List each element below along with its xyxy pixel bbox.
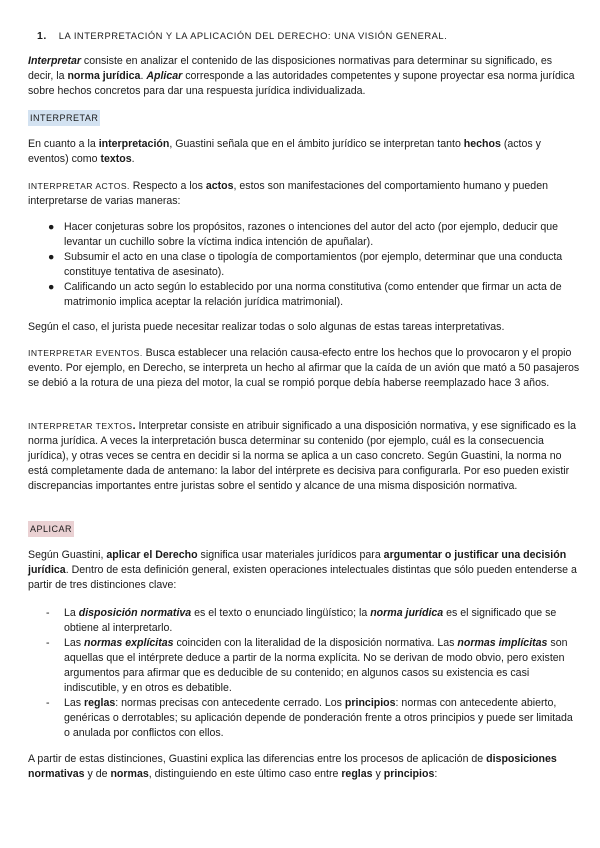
list-item-text: Hacer conjeturas sobre los propósitos, razones o intenciones del autor del acto (por ejemplo, deducir que levantar un cuchillo sobre la víctima indica intención de apuñalar).: [64, 221, 559, 248]
term-principios: principios: [344, 697, 396, 709]
dash-marker: -: [46, 637, 50, 649]
segun-caso-paragraph: Según el caso, el jurista puede necesitar realizar todas o solo algunas de estas tareas interpretativas.: [28, 321, 505, 333]
term-normas-explicitas: normas explícitas: [84, 637, 174, 649]
final-paragraph: [28, 752, 580, 782]
aplicar-text-1: Según Guastini,: [28, 549, 107, 561]
interp-text-3: (actos y eventos) como: [28, 138, 541, 165]
term-interpretar: Interpretar: [28, 55, 81, 67]
list-item: [30, 220, 578, 250]
term-disposicion-normativa: disposición normativa: [78, 607, 192, 619]
term-aplicar-el-derecho: aplicar el Derecho: [106, 549, 198, 561]
list-item: [30, 606, 578, 636]
term-interpretacion: interpretación: [98, 138, 170, 150]
term-aplicar: Aplicar: [146, 70, 183, 82]
interpretacion-paragraph: [28, 137, 580, 167]
heading-number: 1.: [37, 30, 47, 42]
final-text-2: y de: [84, 768, 111, 780]
bullet-marker: ●: [48, 221, 55, 233]
item2-text-3: son aquellas que el intérprete deduce a partir de la norma explícita. No se derivan de modo obvio, pero existen argumentos para afirmar que es deducible de su contenido; en algunos casos su existencia es casi indiscutible, y en otros es debatible.: [64, 637, 568, 694]
item2-text-2: coinciden con la literalidad de la disposición normativa. Las: [173, 637, 458, 649]
bullet-marker: ●: [48, 281, 55, 293]
final-text-3: , distinguiendo en este último caso entre: [148, 768, 342, 780]
item1-text-3: es el significado que se obtiene al interpretarlo.: [64, 607, 557, 634]
term-reglas: reglas: [84, 697, 116, 709]
interp-text-2: , Guastini señala que en el ámbito jurídico se interpretan tanto: [169, 138, 464, 150]
term-textos: textos: [100, 153, 132, 165]
actos-list: [30, 220, 578, 310]
list-item-text: Calificando un acto según lo establecido por una norma constitutiva (como entender que firmar un acta de matrimonio implica aceptar la relación jurídica matrimonial).: [64, 281, 562, 308]
term-reglas-2: reglas: [341, 768, 373, 780]
label-interpretar-eventos: INTERPRETAR EVENTOS.: [28, 348, 143, 358]
dash-marker: -: [46, 607, 50, 619]
eventos-text: Busca establecer una relación causa-efecto entre los hechos que lo provocaron y el propio evento. Por ejemplo, en Derecho, se interpreta un hecho al afirmar que la caída de un avión que mató a 50 pasajeros se debió a la rotura de una pieza del motor, la cual se rompió porque debía haberse reemplazado hace 3 años.: [28, 347, 580, 389]
dash-marker: -: [46, 697, 50, 709]
heading-text: LA INTERPRETACIÓN Y LA APLICACIÓN DEL DERECHO: UNA VISIÓN GENERAL.: [58, 30, 448, 41]
term-disposiciones-normativas: disposiciones normativas: [28, 753, 557, 780]
section-heading: [37, 29, 447, 43]
textos-dot: .: [132, 420, 136, 432]
textos-text: Interpretar consiste en atribuir significado a una disposición normativa, y ese significado es la norma jurídica. A veces la interpretación busca determinar su contenido (por ejemplo, cuál es la consecuencia jurídica), y otras veces se centra en decidir si la norma se aplica a un caso concreto. Según Guastini, la norma no está completamente dada de antemano: la labor del intérprete es decisiva para configurarla. Por eso pueden existir discrepancias importantes entre juristas sobre el sentido y alcance de una misma disposición normativa.: [28, 420, 576, 492]
term-norma-juridica: norma jurídica: [67, 70, 141, 82]
interp-text-1: En cuanto a la: [28, 138, 99, 150]
item1-text-2: es el texto o enunciado lingüístico; la: [191, 607, 371, 619]
list-item: [30, 250, 578, 280]
list-item: [30, 636, 578, 696]
term-normas: normas: [110, 768, 149, 780]
label-interpretar: INTERPRETAR: [28, 110, 100, 126]
aplicar-paragraph: [28, 548, 580, 593]
actos-text-1: Respecto a los: [129, 180, 206, 192]
term-principios-2: principios: [383, 768, 435, 780]
intro-text-1: consiste en analizar el contenido de las disposiciones normativas para determinar su significado, es decir, la: [28, 55, 553, 82]
textos-paragraph: [28, 419, 580, 494]
term-hechos: hechos: [463, 138, 501, 150]
final-text-1: A partir de estas distinciones, Guastini explica las diferencias entre los procesos de aplicación de: [28, 753, 487, 765]
aplicar-text-2: significa usar materiales jurídicos para: [197, 549, 384, 561]
bullet-marker: ●: [48, 251, 55, 263]
aplicar-text-3: . Dentro de esta definición general, existen operaciones intelectuales distintas que sólo pueden entenderse a partir de tres distinciones clave:: [28, 564, 577, 591]
intro-text-2: .: [140, 70, 147, 82]
term-normas-implicitas: normas implícitas: [457, 637, 548, 649]
intro-text-3: corresponde a las autoridades competentes y supone proyectar esa norma jurídica sobre hechos concretos para dar una respuesta jurídica individualizada.: [28, 70, 575, 97]
actos-text-2: , estos son manifestaciones del comportamiento humano y pueden interpretarse de varias maneras:: [28, 180, 548, 207]
term-actos: actos: [205, 180, 234, 192]
label-interpretar-actos: INTERPRETAR ACTOS.: [28, 181, 130, 191]
intro-paragraph: [28, 54, 580, 99]
item2-text-1: Las: [64, 637, 85, 649]
item3-text-2: : normas precisas con antecedente cerrado. Los: [115, 697, 345, 709]
distinctions-list: [30, 606, 578, 741]
list-item: [30, 696, 578, 741]
label-aplicar: APLICAR: [28, 521, 74, 537]
interp-text-4: .: [131, 153, 135, 165]
item1-text-1: La: [64, 607, 79, 619]
list-item: [30, 280, 578, 310]
item3-text-3: : normas con antecedente abierto, genéricas o derrotables; su aplicación depende de ponderación frente a otros principios y puede ser limitada o anulada por conflictos con ellos.: [64, 697, 573, 739]
list-item-text: Subsumir el acto en una clase o tipología de comportamientos (por ejemplo, determinar que una conducta constituye tentativa de asesinato).: [64, 251, 563, 278]
term-norma-juridica-2: norma jurídica: [370, 607, 444, 619]
actos-paragraph: [28, 179, 580, 209]
term-argumentar: argumentar o justificar una decisión jurídica: [28, 549, 567, 576]
label-interpretar-textos: INTERPRETAR TEXTOS: [28, 421, 133, 431]
final-text-5: :: [434, 768, 438, 780]
item3-text-1: Las: [64, 697, 85, 709]
final-text-4: y: [372, 768, 384, 780]
eventos-paragraph: [28, 346, 580, 391]
